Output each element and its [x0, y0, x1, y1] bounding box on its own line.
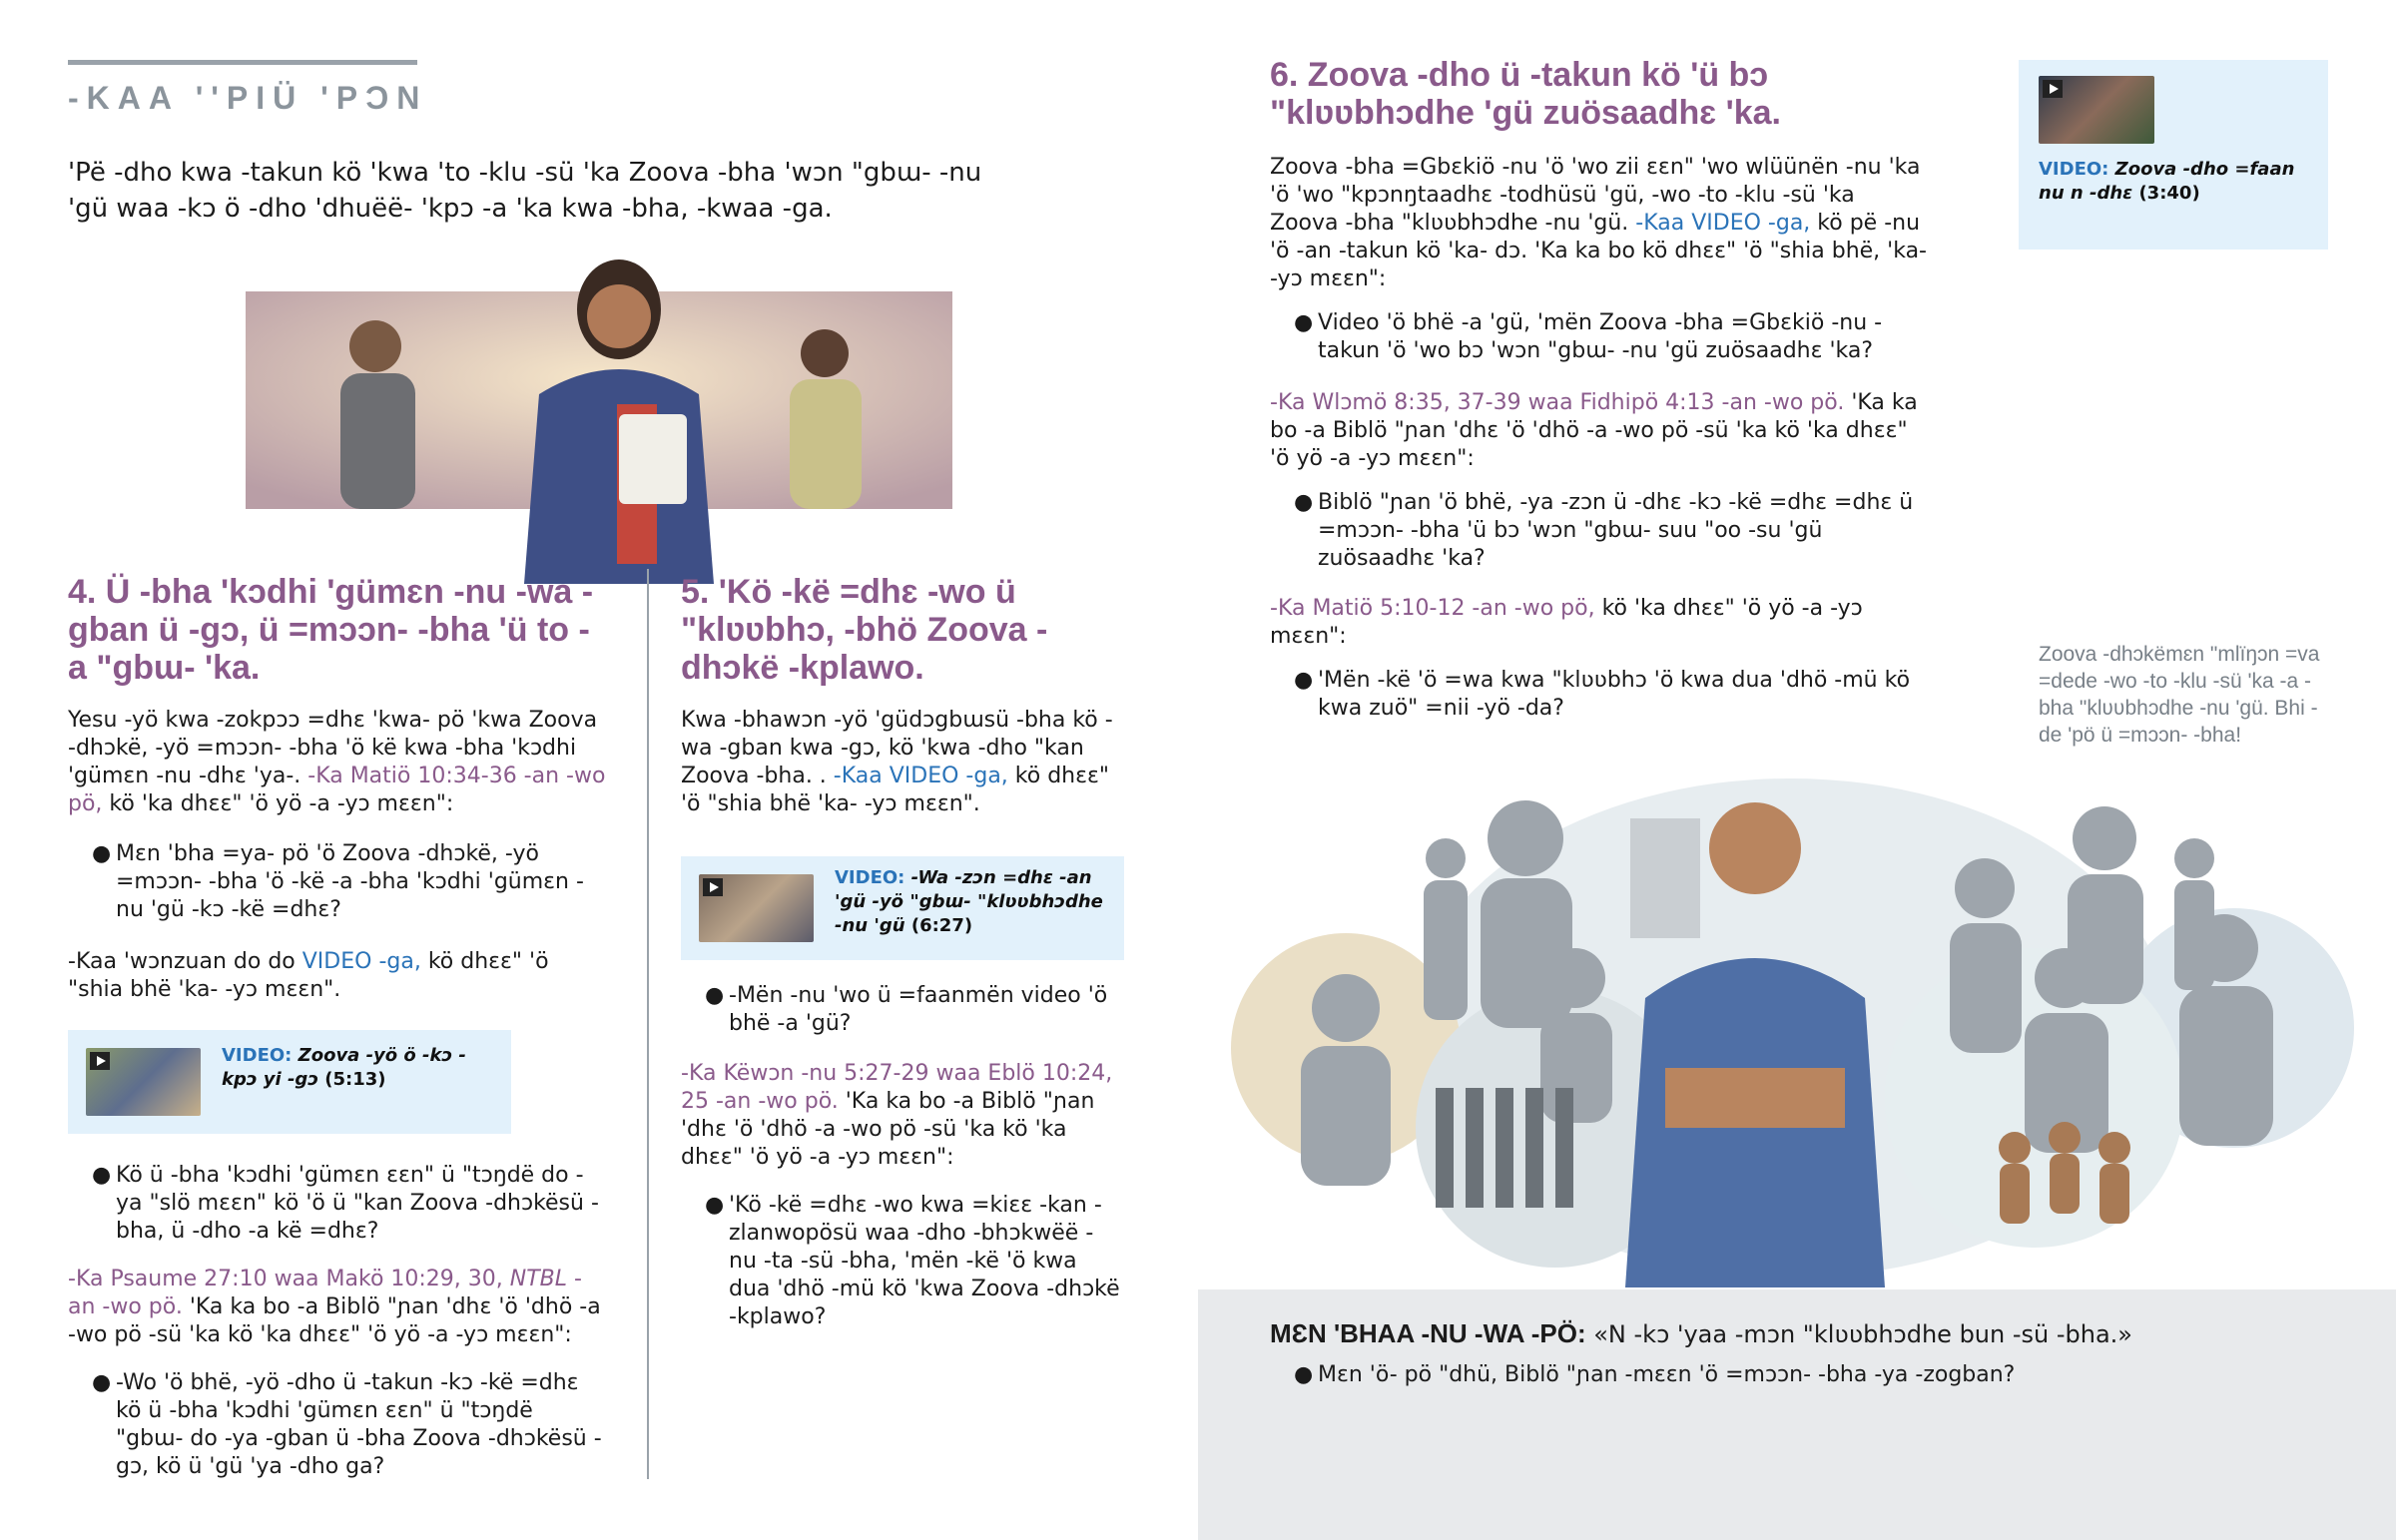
- section-4-heading: 4. Ü -bha 'kɔdhi 'gümɛn -nu -wa -gban ü -gɔ, ü =mɔɔn- -bha 'ü to -a "gbɯ- 'ka.: [68, 573, 594, 687]
- bullet-icon: ●: [92, 1163, 112, 1188]
- bullet-icon: ●: [1294, 490, 1314, 515]
- video-label: VIDEO:: [835, 867, 905, 888]
- play-icon: [90, 1052, 110, 1070]
- paragraph-tail: kö 'ka dhɛɛ" 'ö yö -a -yɔ mɛɛn":: [1270, 596, 1863, 649]
- image-caption: Zoova -dhɔkëmɛn "mlïŋɔn =va =dede -wo -to -klu -sü 'ka -a -bha "klʋʋbhɔdhe -nu 'gü. Bhi -de 'pö ü =mɔɔn- -bha!: [2039, 643, 2320, 747]
- woman-illustration: [499, 255, 739, 584]
- play-icon: [703, 878, 723, 896]
- question-text: 'Mën -kë 'ö =wa kwa "klʋʋbhɔ 'ö kwa dua 'dhö -mü kö kwa zuö" =nii -yö -da?: [1318, 668, 1911, 721]
- question-6b: [1270, 489, 1929, 573]
- section-5-text: Kwa -bhawɔn -yö 'güdɔgbɯsü -bha kö -wa -gban kwa -gɔ, kö 'kwa -dho "kan Zoova -bha. .: [681, 708, 1113, 788]
- summary-question: [1270, 1361, 2316, 1389]
- question-6a: [1270, 309, 1929, 365]
- section-4-text-tail: kö 'ka dhɛɛ" 'ö yö -a -yɔ mɛɛn":: [102, 791, 454, 816]
- question-5a: [681, 982, 1120, 1038]
- paragraph-tail: 'Ka ka bo -a Biblö "ɲan 'dhɛ 'ö 'dhö -a -wo pö -sü 'ka kö 'ka dhɛɛ" 'ö yö -a -yɔ mɛɛn":: [1270, 390, 1918, 471]
- video-prompt-tail: kö dhɛɛ" 'ö "shia bhë 'ka- -yɔ mɛɛn".: [68, 949, 549, 1002]
- video-thumbnail[interactable]: [699, 874, 814, 942]
- section-5: [681, 573, 1120, 1331]
- page-title: -KAA ''PIÜ 'PƆN: [68, 80, 428, 116]
- video-link[interactable]: -Kaa VIDEO -ga,: [1635, 211, 1811, 236]
- paragraph-tail: 'Ka ka bo -a Biblö "ɲan 'dhɛ 'ö 'dhö -a -wo pö -sü 'ka kö 'ka dhɛɛ" 'ö yö -a -yɔ mɛɛn":: [681, 1089, 1095, 1170]
- video-title: Zoova -yö ö -kɔ -kpɔ yi -gɔ: [222, 1045, 466, 1090]
- section-4-video-prompt: [68, 948, 607, 1004]
- section-6-paragraph: [1270, 154, 1929, 293]
- question-4c: [68, 1369, 607, 1481]
- summary-heading: MƐN 'BHAA -NU -WA -PÖ:: [1270, 1318, 1586, 1348]
- scripture-ref[interactable]: -Ka Këwɔn -nu 5:27-29 waa Eblö 10:24, 25 -an -wo pö.: [681, 1061, 1113, 1114]
- question-4a: [68, 840, 607, 924]
- scripture-ref[interactable]: -Ka Matiö 5:10-12 -an -wo pö,: [1270, 596, 1595, 621]
- video-label: VIDEO:: [2039, 159, 2109, 180]
- video-thumbnail[interactable]: [86, 1048, 201, 1116]
- bullet-icon: ●: [1294, 668, 1314, 693]
- section-6-paragraph-2: [1270, 389, 1929, 473]
- video-link[interactable]: -Kaa VIDEO -ga,: [833, 764, 1008, 788]
- bullet-icon: ●: [1294, 310, 1314, 335]
- video-prompt-text: -Kaa 'wɔnzuan do do: [68, 949, 302, 974]
- intro-text: 'Pë -dho kwa -takun kö 'kwa 'to -klu -sü 'ka Zoova -bha 'wɔn "gbɯ- -nu 'gü waa -kɔ ö -dho 'dhuëë- 'kpɔ -a 'ka kwa -bha, -kwaa -ga.: [68, 158, 982, 224]
- video-card-5[interactable]: [681, 856, 1124, 960]
- column-divider: [647, 569, 649, 1479]
- paragraph-tail: 'Ka ka bo -a Biblö "ɲan 'dhɛ 'ö 'dhö -a -wo pö -sü 'ka kö 'ka dhɛɛ" 'ö yö -a -yɔ mɛɛn":: [68, 1294, 601, 1347]
- video-card-6[interactable]: [2019, 60, 2328, 250]
- question-text: Biblö "ɲan 'ö bhë, -ya -zɔn ü -dhɛ -kɔ -kë =dhɛ =dhɛ ü =mɔɔn- -bha 'ü bɔ 'wɔn "gbɯ- suu "oo -su 'gü zuösaadhɛ 'ka?: [1318, 490, 1914, 571]
- video-duration: (3:40): [2138, 183, 2200, 204]
- video-duration: (6:27): [910, 915, 973, 936]
- question-6c: [1270, 667, 1929, 723]
- question-text: -Wo 'ö bhë, -yö -dho ü -takun -kɔ -kë =dhɛ kö ü -bha 'kɔdhi 'gümɛn ɛɛn" ü "tɔŋdë "gbɯ- do -ya -gban ü -bha Zoova -dhɔkësü -gɔ, kö ü 'gü 'ya -dho ga?: [116, 1370, 602, 1479]
- section-6-heading: 6. Zoova -dho ü -takun kö 'ü bɔ "klʋʋbhɔdhe 'gü zuösaadhɛ 'ka.: [1270, 56, 1781, 132]
- question-4b: [68, 1162, 607, 1246]
- section-6-paragraph-3: [1270, 595, 1929, 651]
- question-text: 'Kö -kë =dhɛ -wo kwa =kiɛɛ -kan -zlanwopösü waa -dho -bhɔkwëë -nu -ta -sü -bha, 'mën -kë 'ö kwa dua 'dhö -mü kö 'kwa Zoova -dhɔkë -kplawo?: [729, 1193, 1120, 1329]
- question-5b: [681, 1192, 1120, 1331]
- scripture-ref-version: NTBL: [509, 1267, 568, 1291]
- bullet-icon: ●: [705, 983, 725, 1008]
- bullet-icon: ●: [1294, 1362, 1314, 1387]
- video-card-text: [835, 866, 1114, 938]
- video-title: Zoova -dho =faan nu n -dhɛ: [2039, 159, 2295, 204]
- bullet-icon: ●: [705, 1193, 725, 1218]
- section-5-heading: 5. 'Kö -kë =dhɛ -wo ü "klʋʋbhɔ, -bhö Zoova -dhɔkë -kplawo.: [681, 573, 1048, 687]
- section-4-paragraph: [68, 707, 607, 818]
- section-6-text: Zoova -bha =Gbɛkiö -nu 'ö 'wo zii ɛɛn" 'wo wlüünën -nu 'ka 'ö 'wo "kpɔnŋtaadhɛ -todhüsü 'gü, -wo -to -klu -sü 'ka Zoova -bha "klʋʋbhɔdhe -nu 'gü.: [1270, 155, 1921, 236]
- video-card-4[interactable]: [68, 1030, 511, 1134]
- question-text: Video 'ö bhë -a 'gü, 'mën Zoova -bha =Gbɛkiö -nu -takun 'ö 'wo bɔ 'wɔn "gbɯ- -nu 'gü zuösaadhɛ 'ka?: [1318, 310, 1883, 363]
- section-5-paragraph-2: [681, 1060, 1120, 1172]
- section-5-text-tail: kö dhɛɛ" 'ö "shia bhë 'ka- -yɔ mɛɛn".: [681, 764, 1110, 816]
- video-title: -Wa -zɔn =dhɛ -an 'gü -yö "gbɯ- "klʋʋbhɔdhe -nu 'gü: [835, 867, 1103, 936]
- scripture-ref[interactable]: -Ka Wlɔmö 8:35, 37-39 waa Fidhipö 4:13 -an -wo pö.: [1270, 390, 1845, 415]
- scripture-ref-text: -Ka Psaume 27:10 waa Makö 10:29, 30,: [68, 1267, 510, 1291]
- question-text: Mɛn 'bha =ya- pö 'ö Zoova -dhɔkë, -yö =mɔɔn- -bha 'ö -kë -a -bha 'kɔdhi 'gümɛn -nu 'gü -kɔ -kë =dhɛ?: [116, 841, 584, 922]
- section-4-scripture-ref[interactable]: -Ka Matiö 10:34-36 -an -wo pö,: [68, 764, 606, 816]
- summary-line: [1270, 1317, 2132, 1350]
- video-thumbnail[interactable]: [2039, 76, 2154, 144]
- section-6-text-tail: kö pë -nu 'ö -an -takun kö 'ka- dɔ. 'Ka ka bo kö dhɛɛ" 'ö "shia bhë, 'ka- -yɔ mɛɛn":: [1270, 211, 1927, 291]
- witnesses-illustration: [1226, 769, 2354, 1287]
- play-icon: [2043, 80, 2063, 98]
- bullet-icon: ●: [92, 1370, 112, 1395]
- summary-quote: «N -kɔ 'yaa -mɔn "klʋʋbhɔdhe bun -sü -bha.»: [1585, 1320, 2132, 1348]
- question-text: -Mën -nu 'wo ü =faanmën video 'ö bhë -a 'gü?: [729, 983, 1108, 1036]
- video-duration: (5:13): [324, 1069, 386, 1090]
- section-6: [1270, 56, 1929, 723]
- header-rule: [68, 60, 417, 65]
- video-label: VIDEO:: [222, 1045, 293, 1066]
- question-text: Kö ü -bha 'kɔdhi 'gümɛn ɛɛn" ü "tɔŋdë do -ya "slö mɛɛn" kö 'ö ü "kan Zoova -dhɔkësü -bha, ü -dho -a kë =dhɛ?: [116, 1163, 599, 1244]
- section-4-paragraph-2: [68, 1266, 607, 1349]
- video-card-text: [222, 1044, 501, 1092]
- video-card-text: [2039, 158, 2314, 206]
- section-4-text: Yesu -yö kwa -zokpɔɔ =dhɛ 'kwa- pö 'kwa Zoova -dhɔkë, -yö =mɔɔn- -bha 'ö kë kwa -bha 'kɔdhi 'gümɛn -nu -dhɛ 'ya-.: [68, 708, 598, 788]
- summary-box: [1198, 1289, 2396, 1540]
- scripture-ref-end: -an -wo pö.: [68, 1267, 582, 1319]
- video-link[interactable]: VIDEO -ga,: [301, 949, 421, 974]
- section-4: [68, 573, 607, 1481]
- question-text: Mɛn 'ö- pö "dhü, Biblö "ɲan -mɛɛn 'ö =mɔɔn- -bha -ya -zogban?: [1318, 1362, 2016, 1387]
- bullet-icon: ●: [92, 841, 112, 866]
- section-5-paragraph: [681, 707, 1120, 818]
